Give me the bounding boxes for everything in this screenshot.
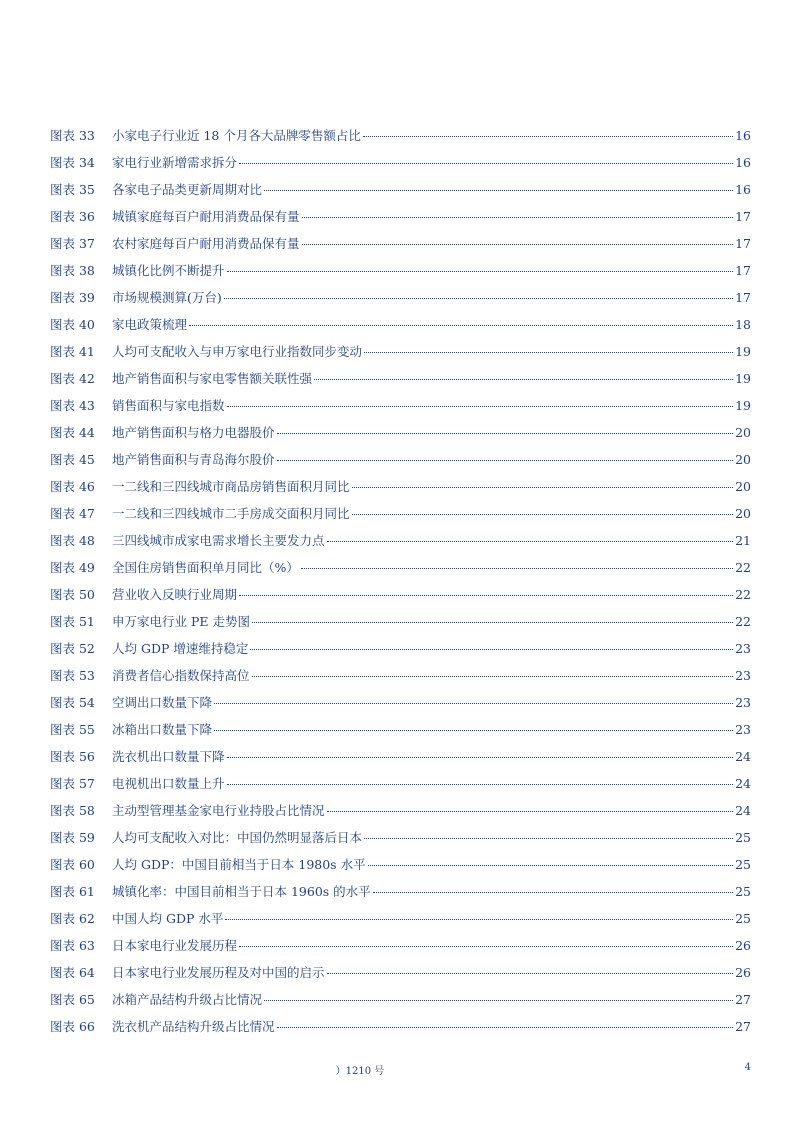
toc-entry-figure-number: 图表 37: [50, 236, 95, 251]
toc-entry-figure-number: 图表 53: [50, 668, 95, 683]
toc-entry[interactable]: [50, 1017, 751, 1044]
toc-entry-dot-leader: [327, 973, 734, 974]
toc-entry-title: 市场规模测算(万台): [112, 290, 222, 305]
toc-entry-dot-leader: [214, 730, 733, 731]
toc-entry-figure-number: 图表 36: [50, 209, 95, 224]
toc-entry-title: 全国住房销售面积单月同比（%）: [112, 560, 299, 575]
toc-entry-figure-number: 图表 60: [50, 857, 95, 872]
toc-entry-title: 中国人均 GDP 水平: [112, 911, 224, 926]
toc-entry[interactable]: [50, 369, 751, 396]
toc-entry-figure-number: 图表 58: [50, 803, 95, 818]
toc-entry-page-number: 24: [735, 803, 751, 818]
toc-entry-page-number: 22: [735, 560, 751, 575]
toc-entry[interactable]: [50, 531, 751, 558]
toc-entry-dot-leader: [352, 514, 734, 515]
toc-entry-title: 小家电子行业近 18 个月各大品牌零售额占比: [112, 128, 361, 143]
toc-entry-page-number: 20: [735, 425, 751, 440]
toc-entry[interactable]: [50, 963, 751, 990]
toc-entry[interactable]: [50, 315, 751, 342]
toc-entry-title: 城镇化率：中国目前相当于日本 1960s 的水平: [112, 884, 371, 899]
toc-entry-figure-number: 图表 62: [50, 911, 95, 926]
toc-entry[interactable]: [50, 720, 751, 747]
toc-entry-title: 冰箱出口数量下降: [112, 722, 213, 737]
toc-entry-title: 城镇家庭每百户耐用消费品保有量: [112, 209, 300, 224]
toc-entry-dot-leader: [364, 352, 733, 353]
toc-entry-dot-leader: [227, 784, 734, 785]
toc-entry-dot-leader: [250, 649, 733, 650]
toc-entry-dot-leader: [227, 271, 734, 272]
toc-entry-figure-number: 图表 64: [50, 965, 95, 980]
toc-entry-title: 城镇化比例不断提升: [112, 263, 225, 278]
toc-entry-title: 地产销售面积与家电零售额关联性强: [112, 371, 313, 386]
toc-entry-dot-leader: [301, 568, 733, 569]
toc-entry-dot-leader: [373, 892, 733, 893]
toc-entry-title: 一二线和三四线城市商品房销售面积月同比: [112, 479, 350, 494]
toc-entry-title: 空调出口数量下降: [112, 695, 213, 710]
toc-entry-figure-number: 图表 63: [50, 938, 95, 953]
toc-entry[interactable]: [50, 450, 751, 477]
toc-entry-figure-number: 图表 49: [50, 560, 95, 575]
toc-entry-figure-number: 图表 33: [50, 128, 95, 143]
toc-entry-title: 电视机出口数量上升: [112, 776, 225, 791]
toc-entry-figure-number: 图表 57: [50, 776, 95, 791]
toc-entry[interactable]: [50, 261, 751, 288]
toc-entry-dot-leader: [364, 838, 733, 839]
toc-entry-page-number: 19: [735, 344, 751, 359]
toc-entry[interactable]: [50, 126, 751, 153]
toc-entry[interactable]: [50, 666, 751, 693]
toc-entry-page-number: 17: [735, 236, 751, 251]
toc-entry-page-number: 27: [735, 992, 751, 1007]
toc-entry-page-number: 19: [735, 371, 751, 386]
toc-entry-dot-leader: [264, 1000, 733, 1001]
toc-entry-dot-leader: [302, 244, 734, 245]
toc-entry-title: 消费者信心指数保持高位: [112, 668, 250, 683]
toc-entry-page-number: 21: [735, 533, 751, 548]
toc-entry-page-number: 20: [735, 506, 751, 521]
toc-entry-figure-number: 图表 51: [50, 614, 95, 629]
toc-entry-title: 三四线城市成家电需求增长主要发力点: [112, 533, 325, 548]
toc-entry[interactable]: [50, 585, 751, 612]
toc-entry-title: 家电行业新增需求拆分: [112, 155, 238, 170]
toc-entry-dot-leader: [239, 595, 733, 596]
toc-entry-page-number: 18: [735, 317, 751, 332]
toc-entry-figure-number: 图表 44: [50, 425, 95, 440]
toc-entry-title: 洗衣机产品结构升级占比情况: [112, 1019, 275, 1034]
footer-report-number: ）1210 号: [335, 1066, 385, 1077]
toc-entry-figure-number: 图表 50: [50, 587, 95, 602]
toc-entry-dot-leader: [214, 703, 733, 704]
toc-entry[interactable]: [50, 855, 751, 882]
toc-entry-dot-leader: [302, 217, 734, 218]
toc-entry-dot-leader: [227, 406, 734, 407]
toc-entry-page-number: 25: [735, 857, 751, 872]
toc-entry-figure-number: 图表 55: [50, 722, 95, 737]
toc-entry-title: 人均 GDP：中国目前相当于日本 1980s 水平: [112, 857, 366, 872]
toc-entry-figure-number: 图表 38: [50, 263, 95, 278]
toc-entry-title: 日本家电行业发展历程: [112, 938, 238, 953]
toc-entry-figure-number: 图表 34: [50, 155, 95, 170]
toc-entry-dot-leader: [277, 433, 734, 434]
toc-entry-page-number: 22: [735, 587, 751, 602]
toc-entry-page-number: 19: [735, 398, 751, 413]
toc-entry[interactable]: [50, 234, 751, 261]
toc-entry-figure-number: 图表 39: [50, 290, 95, 305]
toc-entry-figure-number: 图表 45: [50, 452, 95, 467]
toc-entry-figure-number: 图表 47: [50, 506, 95, 521]
toc-entry-title: 人均 GDP 增速维持稳定: [112, 641, 249, 656]
toc-entry-page-number: 25: [735, 911, 751, 926]
toc-entry-dot-leader: [352, 487, 734, 488]
toc-entry[interactable]: [50, 774, 751, 801]
toc-entry[interactable]: [50, 423, 751, 450]
toc-entry-figure-number: 图表 43: [50, 398, 95, 413]
toc-entry-page-number: 23: [735, 722, 751, 737]
toc-entry-title: 申万家电行业 PE 走势图: [112, 614, 250, 629]
toc-entry[interactable]: [50, 342, 751, 369]
toc-entry[interactable]: [50, 612, 751, 639]
toc-entry-page-number: 22: [735, 614, 751, 629]
toc-entry-figure-number: 图表 46: [50, 479, 95, 494]
toc-entry-page-number: 17: [735, 290, 751, 305]
toc-entry[interactable]: [50, 828, 751, 855]
toc-entry-figure-number: 图表 41: [50, 344, 95, 359]
toc-entry-title: 营业收入反映行业周期: [112, 587, 238, 602]
table-of-figures: [50, 126, 751, 1044]
toc-entry[interactable]: [50, 639, 751, 666]
toc-entry-title: 人均可支配收入与申万家电行业指数同步变动: [112, 344, 363, 359]
toc-entry-dot-leader: [277, 460, 734, 461]
toc-entry[interactable]: [50, 180, 751, 207]
toc-entry-page-number: 24: [735, 749, 751, 764]
toc-entry-figure-number: 图表 65: [50, 992, 95, 1007]
toc-entry-title: 各家电子品类更新周期对比: [112, 182, 263, 197]
toc-entry-title: 一二线和三四线城市二手房成交面积月同比: [112, 506, 350, 521]
toc-entry[interactable]: [50, 936, 751, 963]
toc-entry-dot-leader: [264, 190, 733, 191]
toc-entry[interactable]: [50, 477, 751, 504]
toc-entry[interactable]: [50, 909, 751, 936]
toc-entry-dot-leader: [225, 919, 733, 920]
toc-entry-page-number: 20: [735, 479, 751, 494]
toc-entry-dot-leader: [189, 325, 733, 326]
toc-entry[interactable]: [50, 693, 751, 720]
toc-entry-dot-leader: [368, 865, 734, 866]
toc-entry-dot-leader: [363, 136, 733, 137]
footer-page-number: 4: [744, 1062, 751, 1073]
toc-entry-page-number: 23: [735, 695, 751, 710]
toc-entry-page-number: 26: [735, 938, 751, 953]
toc-entry-title: 家电政策梳理: [112, 317, 188, 332]
toc-entry-dot-leader: [252, 676, 734, 677]
toc-entry-title: 洗衣机出口数量下降: [112, 749, 225, 764]
toc-entry-figure-number: 图表 48: [50, 533, 95, 548]
toc-entry-page-number: 17: [735, 209, 751, 224]
toc-entry-page-number: 26: [735, 965, 751, 980]
toc-entry-dot-leader: [224, 298, 733, 299]
toc-entry-title: 人均可支配收入对比：中国仍然明显落后日本: [112, 830, 363, 845]
toc-entry-dot-leader: [327, 811, 734, 812]
toc-entry-dot-leader: [227, 757, 734, 758]
toc-entry[interactable]: [50, 882, 751, 909]
toc-entry-page-number: 23: [735, 668, 751, 683]
toc-entry-title: 主动型管理基金家电行业持股占比情况: [112, 803, 325, 818]
toc-entry-title: 地产销售面积与格力电器股价: [112, 425, 275, 440]
toc-entry-dot-leader: [239, 163, 733, 164]
toc-entry-figure-number: 图表 52: [50, 641, 95, 656]
toc-entry-page-number: 24: [735, 776, 751, 791]
toc-entry[interactable]: [50, 504, 751, 531]
toc-entry-figure-number: 图表 59: [50, 830, 95, 845]
toc-entry-title: 地产销售面积与青岛海尔股价: [112, 452, 275, 467]
toc-entry-dot-leader: [252, 622, 733, 623]
toc-entry-figure-number: 图表 40: [50, 317, 95, 332]
toc-entry-page-number: 16: [735, 182, 751, 197]
toc-entry[interactable]: [50, 396, 751, 423]
toc-entry[interactable]: [50, 558, 751, 585]
toc-entry-figure-number: 图表 66: [50, 1019, 95, 1034]
toc-entry-page-number: 27: [735, 1019, 751, 1034]
toc-entry[interactable]: [50, 207, 751, 234]
toc-entry-page-number: 23: [735, 641, 751, 656]
toc-entry[interactable]: [50, 747, 751, 774]
toc-entry-page-number: 25: [735, 884, 751, 899]
toc-entry[interactable]: [50, 990, 751, 1017]
toc-entry-figure-number: 图表 61: [50, 884, 95, 899]
toc-entry-figure-number: 图表 54: [50, 695, 95, 710]
toc-entry[interactable]: [50, 288, 751, 315]
toc-entry-page-number: 25: [735, 830, 751, 845]
toc-entry-dot-leader: [314, 379, 733, 380]
toc-entry-figure-number: 图表 35: [50, 182, 95, 197]
toc-entry-page-number: 17: [735, 263, 751, 278]
toc-entry-page-number: 16: [735, 155, 751, 170]
toc-entry-title: 冰箱产品结构升级占比情况: [112, 992, 263, 1007]
toc-entry-dot-leader: [239, 946, 733, 947]
toc-entry-dot-leader: [327, 541, 734, 542]
toc-entry[interactable]: [50, 801, 751, 828]
toc-entry-title: 农村家庭每百户耐用消费品保有量: [112, 236, 300, 251]
toc-entry-dot-leader: [277, 1027, 734, 1028]
toc-entry-title: 销售面积与家电指数: [112, 398, 225, 413]
toc-entry-title: 日本家电行业发展历程及对中国的启示: [112, 965, 325, 980]
toc-entry-figure-number: 图表 42: [50, 371, 95, 386]
toc-entry-figure-number: 图表 56: [50, 749, 95, 764]
toc-entry-page-number: 16: [735, 128, 751, 143]
toc-entry-page-number: 20: [735, 452, 751, 467]
toc-entry[interactable]: [50, 153, 751, 180]
